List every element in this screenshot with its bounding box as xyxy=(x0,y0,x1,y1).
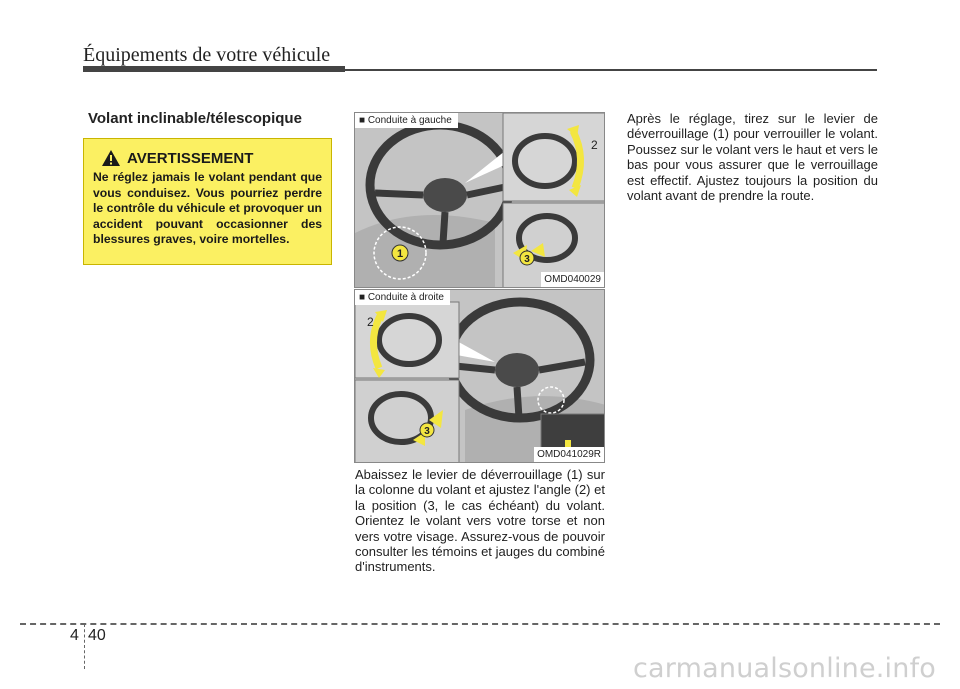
steering-wheel-illustration-lhd xyxy=(355,113,605,288)
warning-title: AVERTISSEMENT xyxy=(127,149,254,167)
footer-separator xyxy=(84,624,85,669)
figure-label-lhd: ■ Conduite à gauche xyxy=(355,113,458,128)
body-text-adjust: Abaissez le levier de déverrouillage (1) sur la colonne du volant et ajustez l'angle (2) et la position (3, le cas échéant) du volant. Orientez le volant vers votre torse et non vers votre visage. Assurez-vous de pouvoir consulter les témoins et jauges du combiné d'instruments. xyxy=(355,467,605,575)
callout-3: 3 xyxy=(524,254,530,265)
figure-left-hand-drive xyxy=(354,112,605,288)
callout-2: 2 xyxy=(591,138,598,152)
warning-header xyxy=(101,149,322,167)
page-header-title: Équipements de votre véhicule xyxy=(83,44,331,66)
figure-right-hand-drive xyxy=(354,289,605,463)
watermark: carmanualsonline.info xyxy=(633,653,936,684)
page-number: 40 xyxy=(88,627,106,644)
page-chapter-number: 4 xyxy=(70,627,79,644)
callout-2-rhd: 2 xyxy=(367,315,374,329)
steering-wheel-illustration-rhd xyxy=(355,290,605,463)
section-title: Volant inclinable/télescopique xyxy=(88,110,302,127)
footer-rule xyxy=(20,623,940,625)
body-text-lock: Après le réglage, tirez sur le levier de déverrouillage (1) pour verrouiller le volant. Poussez sur le volant vers le haut et vers le bas pour vous assurer que le verrouillage est effectif. Ajustez toujours la position du volant avant de prendre la route. xyxy=(627,111,878,204)
figure-label-rhd: ■ Conduite à droite xyxy=(355,290,450,305)
header-rule-thick xyxy=(83,66,345,72)
callout-1: 1 xyxy=(396,248,404,260)
figure-code-rhd: OMD041029R xyxy=(534,447,604,462)
warning-text: Ne réglez jamais le volant pendant que vous conduisez. Vous pourriez perdre le contrôle du véhicule et provoquer un accident pouvant occasionner des blessures graves, voire mortelles. xyxy=(93,170,322,247)
callout-3-rhd: 3 xyxy=(424,426,430,437)
header-rule-thin xyxy=(345,69,877,71)
figure-code-lhd: OMD040029 xyxy=(541,272,604,287)
warning-triangle-icon xyxy=(101,149,121,167)
warning-box xyxy=(83,138,332,265)
